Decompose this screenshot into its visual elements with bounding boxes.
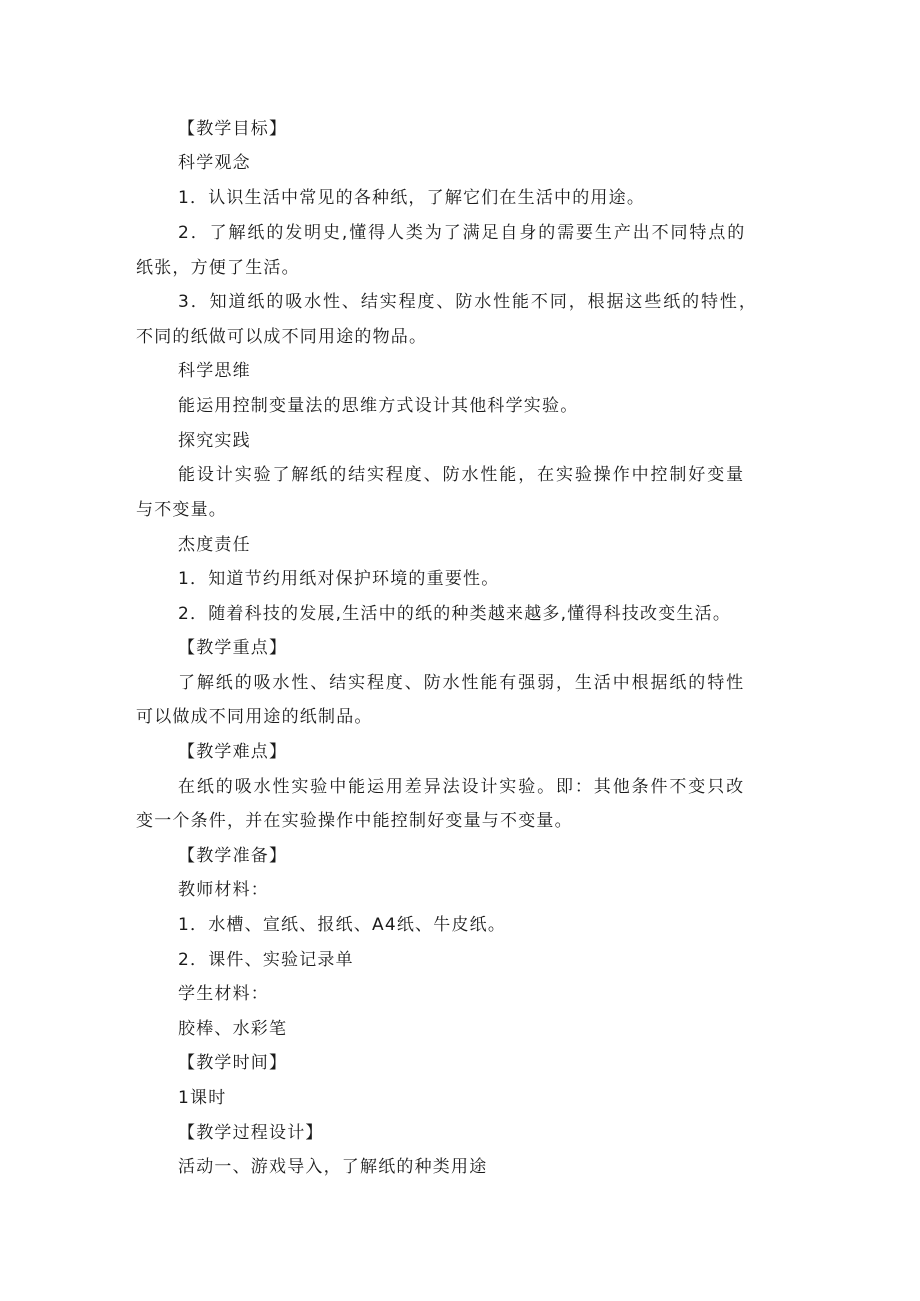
paragraph-line: 了解纸的吸水性、结实程度、防水性能有强弱，生活中根据纸的特性 xyxy=(178,673,745,693)
section-heading-difficulties: 【教学难点】 xyxy=(178,742,288,762)
subheading-teacher-materials: 教师材料： xyxy=(178,880,269,900)
paragraph-line: 1课时 xyxy=(178,1088,227,1108)
paragraph-line: 变一个条件，并在实验操作中能控制好变量与不变量。 xyxy=(136,811,573,831)
paragraph-line: 不同的纸做可以成不同用途的物品。 xyxy=(136,327,428,347)
paragraph-line: 活动一、游戏导入，了解纸的种类用途 xyxy=(178,1157,488,1177)
subheading-science-thinking: 科学思维 xyxy=(178,361,251,381)
section-heading-preparation: 【教学准备】 xyxy=(178,846,288,866)
paragraph-line: 1．知道节约用纸对保护环境的重要性。 xyxy=(178,569,500,589)
paragraph-line: 2．了解纸的发明史,懂得人类为了满足自身的需要生产出不同特点的 xyxy=(178,223,747,243)
paragraph-line: 2．课件、实验记录单 xyxy=(178,950,354,970)
paragraph-line: 能设计实验了解纸的结实程度、防水性能，在实验操作中控制好变量 xyxy=(178,465,745,485)
subheading-student-materials: 学生材料： xyxy=(178,984,269,1004)
paragraph-line: 胶棒、水彩笔 xyxy=(178,1019,288,1039)
paragraph-line: 可以做成不同用途的纸制品。 xyxy=(136,707,373,727)
paragraph-line: 与不变量。 xyxy=(136,500,227,520)
paragraph-line: 1．认识生活中常见的各种纸，了解它们在生活中的用途。 xyxy=(178,188,646,208)
section-heading-teaching-goals: 【教学目标】 xyxy=(178,119,288,139)
paragraph-line: 1．水槽、宣纸、报纸、A4纸、牛皮纸。 xyxy=(178,915,507,935)
paragraph-line: 3．知道纸的吸水性、结实程度、防水性能不同，根据这些纸的特性， xyxy=(178,292,758,312)
subheading-inquiry-practice: 探究实践 xyxy=(178,431,251,451)
paragraph-line: 纸张，方便了生活。 xyxy=(136,258,300,278)
paragraph-line: 2．随着科技的发展,生活中的纸的种类越来越多,懂得科技改变生活。 xyxy=(178,604,732,624)
section-heading-process-design: 【教学过程设计】 xyxy=(178,1123,324,1143)
subheading-science-concept: 科学观念 xyxy=(178,153,251,173)
section-heading-key-points: 【教学重点】 xyxy=(178,638,288,658)
paragraph-line: 在纸的吸水性实验中能运用差异法设计实验。即：其他条件不变只改 xyxy=(178,777,745,797)
paragraph-line: 能运用控制变量法的思维方式设计其他科学实验。 xyxy=(178,396,579,416)
section-heading-teaching-time: 【教学时间】 xyxy=(178,1053,288,1073)
subheading-attitude-responsibility: 杰度责任 xyxy=(178,535,251,555)
